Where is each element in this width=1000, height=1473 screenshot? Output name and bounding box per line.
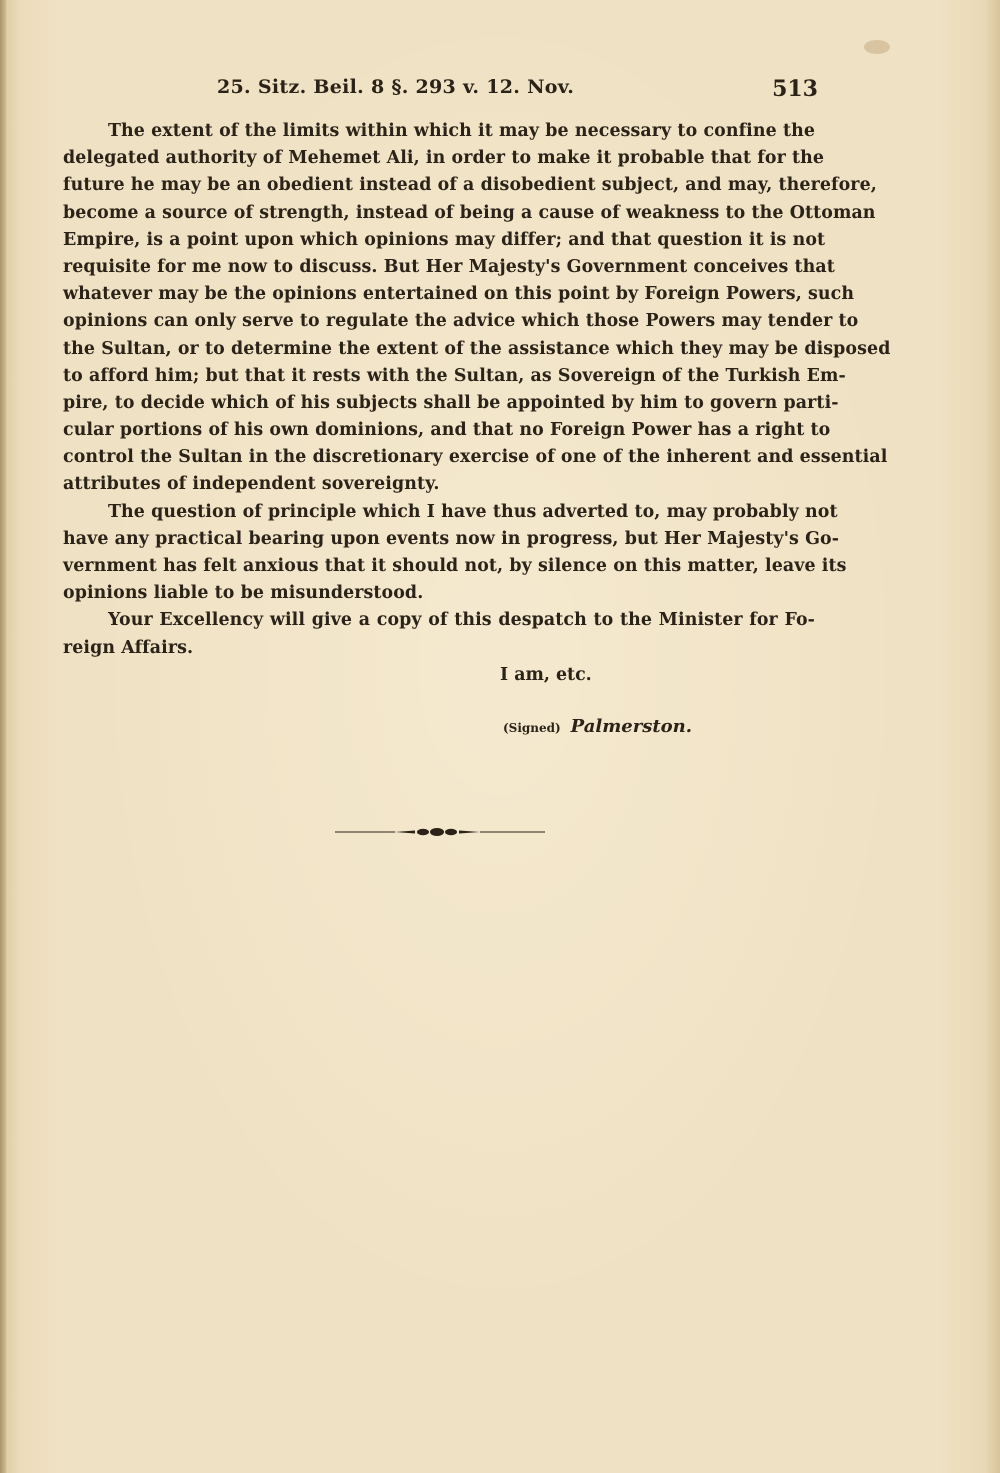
signatory-name: Palmerston. <box>570 716 692 737</box>
closing-salutation: I am, etc. <box>500 665 592 685</box>
text-line: have any practical bearing upon events now in progress, but Her Majesty's Go- <box>63 528 840 549</box>
text-line: the Sultan, or to determine the extent of the assistance which they may be disposed <box>63 338 891 359</box>
text-line: opinions liable to be misunderstood. <box>63 583 424 604</box>
running-head: 25. Sitz. Beil. 8 §. 293 v. 12. Nov. <box>217 76 575 98</box>
page-number: 513 <box>772 76 818 102</box>
text-line: The question of principle which I have thus adverted to, may probably not <box>108 501 838 522</box>
text-line: to afford him; but that it rests with the Sultan, as Sovereign of the Turkish Em- <box>63 365 846 386</box>
signature-block <box>503 716 692 737</box>
text-line: pire, to decide which of his subjects shall be appointed by him to govern parti- <box>63 392 839 413</box>
text-line: delegated authority of Mehemet Ali, in order to make it probable that for the <box>63 148 825 169</box>
text-line: future he may be an obedient instead of a disobedient subject, and may, therefore, <box>63 175 877 196</box>
text-line: The extent of the limits within which it may be necessary to confine the <box>108 121 815 141</box>
text-line: Empire, is a point upon which opinions may differ; and that question it is not <box>63 229 826 250</box>
body-text <box>63 118 891 662</box>
text-line: control the Sultan in the discretionary exercise of one of the inherent and essential <box>63 447 888 468</box>
text-line: reign Affairs. <box>63 637 194 658</box>
text-line: attributes of independent sovereignty. <box>63 474 440 495</box>
text-line: requisite for me now to discuss. But Her Majesty's Government conceives that <box>63 256 835 277</box>
page-header <box>62 76 818 106</box>
text-line: vernment has felt anxious that it should not, by silence on this matter, leave its <box>63 556 847 576</box>
text-line: cular portions of his own dominions, and that no Foreign Power has a right to <box>63 420 831 441</box>
text-line: become a source of strength, instead of being a cause of weakness to the Ottoman <box>63 202 876 223</box>
text-line: Your Excellency will give a copy of this despatch to the Minister for Fo- <box>108 610 815 631</box>
text-line: opinions can only serve to regulate the advice which those Powers may tender to <box>63 311 859 332</box>
page-spine-edge <box>0 0 6 1473</box>
ornamental-divider <box>335 824 545 840</box>
paper-stain <box>864 40 890 54</box>
signed-label: (Signed) <box>503 721 561 735</box>
text-line: whatever may be the opinions entertained on this point by Foreign Powers, such <box>63 284 855 305</box>
